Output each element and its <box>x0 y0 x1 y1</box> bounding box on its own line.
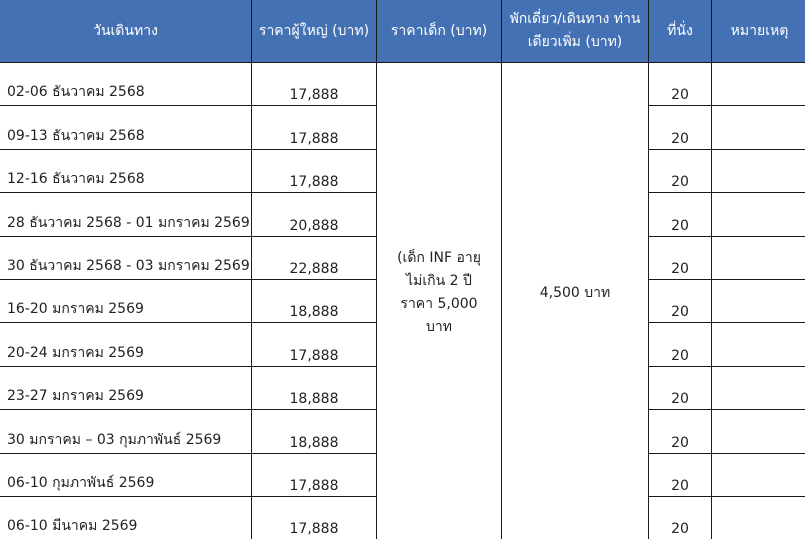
table-header-row <box>0 0 805 63</box>
adult-price-cell <box>252 236 377 279</box>
seats-cell <box>649 279 712 322</box>
single-supplement-cell <box>502 63 649 539</box>
adult-price-cell <box>252 410 377 453</box>
remarks-cell <box>712 410 805 453</box>
table-body <box>0 63 805 539</box>
travel-date-cell <box>0 193 252 236</box>
adult-price-text: 17,888 <box>289 347 339 364</box>
travel-date-cell <box>0 279 252 322</box>
adult-price-text: 17,888 <box>289 87 339 104</box>
travel-date-cell <box>0 410 252 453</box>
adult-price-text: 18,888 <box>289 434 339 451</box>
seats-cell <box>649 236 712 279</box>
travel-date-cell <box>0 323 252 366</box>
seats-cell <box>649 366 712 409</box>
adult-price-cell <box>252 106 377 149</box>
remarks-cell <box>712 106 805 149</box>
child-price-note: (เด็ก INF อายุไม่เกิน 2 ปี ราคา 5,000 บาท <box>397 250 481 336</box>
seats-text: 20 <box>671 347 689 364</box>
seats-text: 20 <box>671 434 689 451</box>
adult-price-cell <box>252 279 377 322</box>
seats-text: 20 <box>671 477 689 494</box>
adult-price-cell <box>252 453 377 496</box>
remarks-cell <box>712 323 805 366</box>
travel-date-text: 28 ธันวาคม 2568 - 01 มกราคม 2569 <box>7 214 250 231</box>
travel-date-cell <box>0 236 252 279</box>
adult-price-text: 20,888 <box>289 217 339 234</box>
table-row <box>0 63 805 106</box>
travel-date-text: 30 ธันวาคม 2568 - 03 มกราคม 2569 <box>7 257 250 274</box>
header-travel-date: วันเดินทาง <box>0 0 252 63</box>
header-seats: ที่นั่ง <box>649 0 712 63</box>
adult-price-cell <box>252 193 377 236</box>
adult-price-cell <box>252 63 377 106</box>
single-supplement-value: 4,500 บาท <box>539 284 611 301</box>
remarks-cell <box>712 63 805 106</box>
seats-text: 20 <box>671 87 689 104</box>
header-adult-price: ราคาผู้ใหญ่ (บาท) <box>252 0 377 63</box>
seats-cell <box>649 410 712 453</box>
travel-date-text: 12-16 ธันวาคม 2568 <box>7 171 145 188</box>
child-price-cell <box>377 63 502 539</box>
adult-price-text: 17,888 <box>289 477 339 494</box>
travel-date-text: 16-20 มกราคม 2569 <box>7 301 144 318</box>
adult-price-text: 18,888 <box>289 391 339 408</box>
seats-cell <box>649 496 712 539</box>
remarks-cell <box>712 193 805 236</box>
travel-date-cell <box>0 106 252 149</box>
travel-date-text: 06-10 มีนาคม 2569 <box>7 518 138 535</box>
adult-price-cell <box>252 149 377 192</box>
travel-date-text: 02-06 ธันวาคม 2568 <box>7 84 145 101</box>
remarks-cell <box>712 149 805 192</box>
adult-price-text: 17,888 <box>289 521 339 538</box>
adult-price-cell <box>252 366 377 409</box>
seats-text: 20 <box>671 521 689 538</box>
seats-cell <box>649 63 712 106</box>
seats-text: 20 <box>671 391 689 408</box>
travel-date-text: 20-24 มกราคม 2569 <box>7 344 144 361</box>
seats-cell <box>649 106 712 149</box>
seats-text: 20 <box>671 304 689 321</box>
seats-text: 20 <box>671 260 689 277</box>
travel-date-cell <box>0 496 252 539</box>
header-single-supplement: พักเดี่ยว/เดินทาง ท่านเดียวเพิ่ม (บาท) <box>502 0 649 63</box>
seats-cell <box>649 453 712 496</box>
remarks-cell <box>712 366 805 409</box>
adult-price-text: 18,888 <box>289 304 339 321</box>
travel-date-cell <box>0 63 252 106</box>
remarks-cell <box>712 453 805 496</box>
travel-date-cell <box>0 149 252 192</box>
seats-cell <box>649 323 712 366</box>
seats-cell <box>649 149 712 192</box>
travel-date-cell <box>0 453 252 496</box>
adult-price-cell <box>252 496 377 539</box>
remarks-cell <box>712 496 805 539</box>
seats-cell <box>649 193 712 236</box>
adult-price-cell <box>252 323 377 366</box>
travel-date-text: 06-10 กุมภาพันธ์ 2569 <box>7 474 155 491</box>
travel-date-text: 09-13 ธันวาคม 2568 <box>7 127 145 144</box>
travel-date-cell <box>0 366 252 409</box>
seats-text: 20 <box>671 217 689 234</box>
header-remarks: หมายเหตุ <box>712 0 805 63</box>
travel-date-text: 23-27 มกราคม 2569 <box>7 388 144 405</box>
seats-text: 20 <box>671 130 689 147</box>
travel-date-text: 30 มกราคม – 03 กุมภาพันธ์ 2569 <box>7 431 222 448</box>
seats-text: 20 <box>671 174 689 191</box>
remarks-cell <box>712 279 805 322</box>
adult-price-text: 17,888 <box>289 130 339 147</box>
header-child-price: ราคาเด็ก (บาท) <box>377 0 502 63</box>
adult-price-text: 17,888 <box>289 174 339 191</box>
adult-price-text: 22,888 <box>289 260 339 277</box>
remarks-cell <box>712 236 805 279</box>
